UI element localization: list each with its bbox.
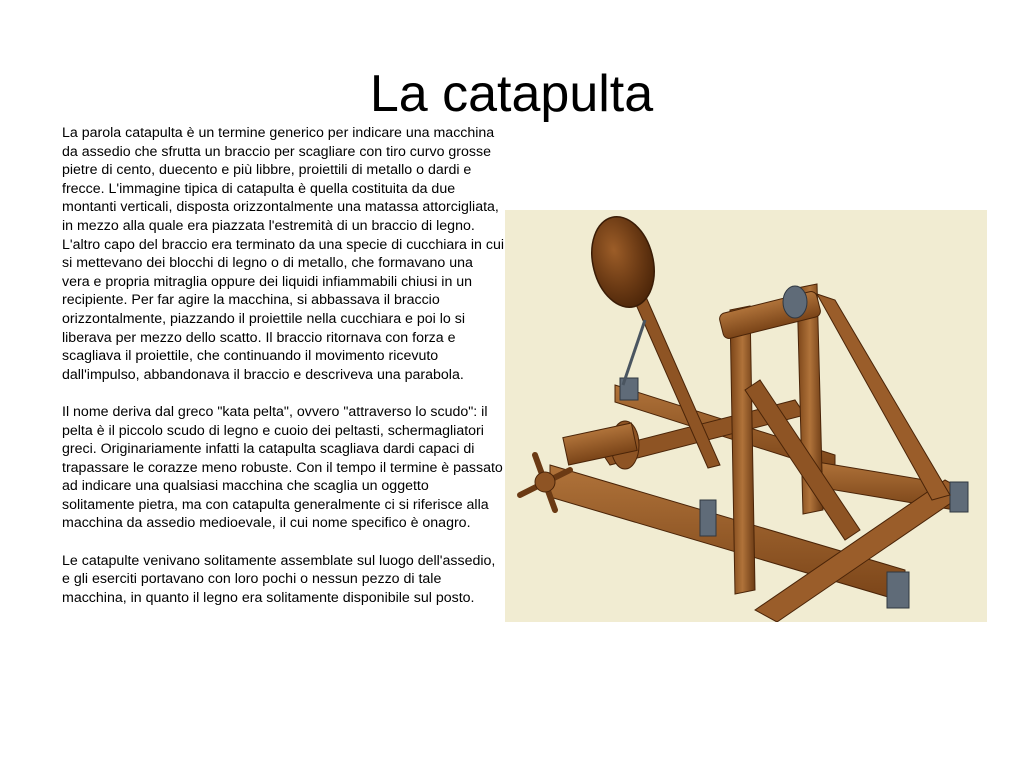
paragraph-etymology: Il nome deriva dal greco "kata pelta", ovvero "attraverso lo scudo": il pelta è il piccolo scudo di legno e cuoio dei peltasti, schermagliatori greci. Originariamente infatti la catapulta scagliava dardi capaci di trapassare le corazze meno robuste. Con il tempo il termine è passato ad indicare una qualsiasi macchina che scaglia un oggetto solitamente pietra, ma con catapulta generalmente ci si riferisce alla macchina da assedio medioevale, il cui nome specifico è onagro. (62, 403, 503, 532)
catapult-illustration (505, 210, 987, 622)
slide-body-text (62, 124, 504, 626)
catapult-spoon (583, 210, 663, 314)
iron-strap (950, 482, 968, 512)
catapult-drawing (505, 210, 987, 622)
paragraph-assembly: Le catapulte venivano solitamente assemblate sul luogo dell'assedio, e gli eserciti portavano con loro pochi o nessun pezzo di tale macchina, in quanto il legno era solitamente disponibile sul posto. (62, 552, 496, 606)
left-upright (730, 306, 755, 594)
paragraph-description: La parola catapulta è un termine generico per indicare una macchina da assedio che sfrutta un braccio per scagliare con tiro curvo grosse pietre di cento, duecento e più libbre, proiettili di metallo o dardi e frecce. L'immagine tipica di catapulta è quella costituita da due montanti verticali, disposta orizzontalmente una matassa attorcigliata, in mezzo alla quale era piazzata l'estremità di un braccio di legno. L'altro capo del braccio era terminato da una specie di cucchiara in cui si mettevano dei blocchi di legno o di metallo, che formavano una vera e propria mitraglia oppure dei liquidi infiammabili chiusi in un recipiente. Per far agire la macchina, si abbassava il braccio orizzontalmente, piazzando il proiettile nella cucchiara e poi lo si liberava per mezzo dello scatto. Il braccio ritornava con forza e scagliava il proiettile, che continuando il movimento ricevuto dall'impulso, abbandonava il braccio e descriveva una parabola. (62, 125, 504, 383)
iron-strap (887, 572, 909, 608)
slide-title: La catapulta (369, 65, 654, 123)
torsion-cap (783, 286, 807, 318)
rope (623, 320, 645, 385)
iron-strap (700, 500, 716, 536)
